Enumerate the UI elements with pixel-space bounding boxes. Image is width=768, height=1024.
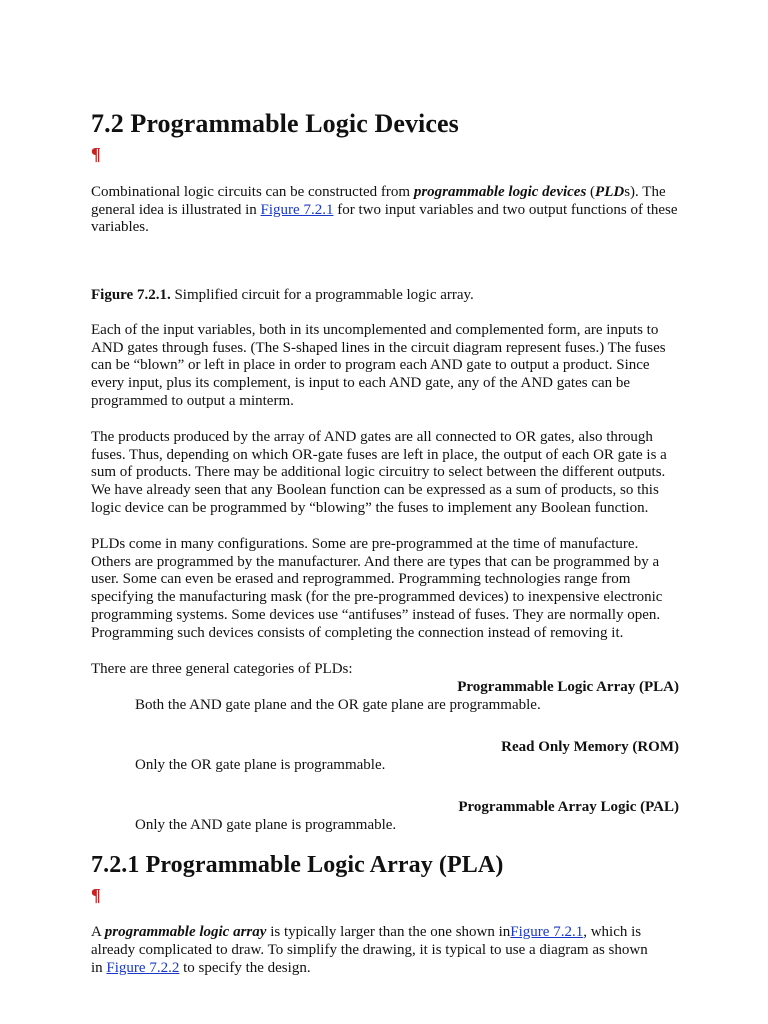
section-title: 7.2 Programmable Logic Devices bbox=[91, 109, 459, 138]
figure-caption-label: Figure 7.2.1. bbox=[91, 286, 171, 303]
subsection-title: 7.2.1 Programmable Logic Array (PLA) bbox=[91, 852, 504, 879]
intro-text-mid1: ( bbox=[586, 183, 596, 200]
pilcrow-mark-2[interactable]: ¶ bbox=[91, 885, 101, 906]
intro-text-prefix: Combinational logic circuits can be constructed from bbox=[91, 183, 414, 200]
products-paragraph: The products produced by the array of AND gates are all connected to OR gates, also through fuses. Thus, depending on which OR-gate fuses are left in place, the output of each OR gate is a sum of products. There may be additional logic circuitry to select between the different outputs. We have already seen that any Boolean function can be expressed as a sum of products, so this logic device can be programmed by “blowing” the fuses to implement any Boolean function. bbox=[91, 428, 667, 516]
figure-caption bbox=[91, 269, 679, 305]
category-desc-rom: Only the OR gate plane is programmable. bbox=[135, 757, 386, 774]
intro-paragraph bbox=[91, 166, 679, 237]
figure-caption-text: Simplified circuit for a programmable logic array. bbox=[170, 286, 474, 303]
intro-text-mid2: s). The general idea is illustrated in bbox=[91, 183, 666, 218]
figure-7-2-1-link[interactable]: Figure 7.2.1 bbox=[260, 201, 334, 218]
category-list bbox=[91, 678, 679, 834]
intro-abbr: PLD bbox=[595, 183, 625, 200]
intro-term: programmable logic devices bbox=[413, 183, 587, 200]
pilcrow-mark[interactable]: ¶ bbox=[91, 144, 101, 164]
figure-7-2-2-link[interactable]: Figure 7.2.2 bbox=[106, 959, 180, 976]
pla-paragraph bbox=[91, 906, 679, 977]
document-content bbox=[91, 106, 679, 978]
category-desc-pal: Only the AND gate plane is programmable. bbox=[135, 817, 397, 834]
pla-text-prefix: A bbox=[91, 924, 105, 941]
category-desc-pla: Both the AND gate plane and the OR gate plane are programmable. bbox=[135, 697, 541, 714]
inputs-paragraph: Each of the input variables, both in its uncomplemented and complemented form, are inputs to AND gates through fuses. (The S-shaped lines in the circuit diagram represent fuses.) The fuses can be “blown” or left in place in order to program each AND gate to output a product. Since every input, plus its complement, is input to each AND gate, any of the AND gates can be programmed to output a minterm. bbox=[91, 321, 666, 409]
category-term-pal: Programmable Array Logic (PAL) bbox=[458, 799, 679, 816]
intro-text-suffix: for two input variables and two output functions of these variables. bbox=[91, 201, 678, 236]
figure-7-2-1-link-2[interactable]: Figure 7.2.1 bbox=[510, 924, 584, 941]
category-term-rom: Read Only Memory (ROM) bbox=[501, 739, 679, 756]
categories-intro: There are three general categories of PLDs: bbox=[91, 660, 353, 677]
configurations-paragraph: PLDs come in many configurations. Some are pre-programmed at the time of manufacture. Others are programmed by the manufacturer. And there are types that can be programmed by a user. Some can even be erased and reprogrammed. Programming technologies range from specifying the manufacturing mask (for the pre-programmed devices) to inexpensive electronic programming systems. Some devices use “antifuses” instead of fuses. They are normally open. Programming such devices consists of completing the connection instead of removing it. bbox=[91, 535, 663, 641]
pla-text-suffix: to specify the design. bbox=[179, 959, 311, 976]
pla-text-mid2: , which is already complicated to draw. To simplify the drawing, it is typical to use a diagram as shown in bbox=[91, 924, 648, 976]
category-term-pla: Programmable Logic Array (PLA) bbox=[457, 679, 679, 696]
pla-text-mid1: is typically larger than the one shown in bbox=[266, 924, 511, 941]
pla-term: programmable logic array bbox=[104, 924, 267, 941]
